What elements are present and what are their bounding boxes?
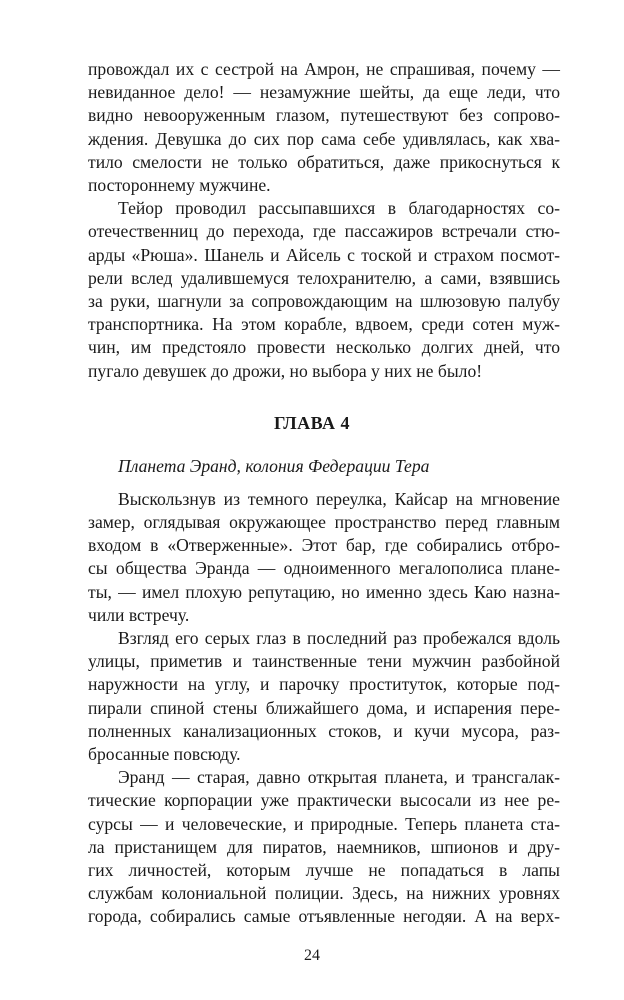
text-line: пирали спиной стены ближайшего дома, и испарения пере- [88, 697, 560, 718]
text-line: провождал их с сестрой на Амрон, не спрашивая, почему — [88, 59, 560, 79]
text-line: арды «Рюша». Шанель и Айсель с тоской и страхом посмот- [88, 244, 560, 265]
text-line: ждения. Девушка до сих пор сама себе удивлялась, как хва- [88, 128, 560, 149]
text-line: за руки, шагнули за сопровождающим на шлюзовую палубу [88, 291, 560, 311]
text-line: видно невооруженным глазом, путешествуют без сопрово- [88, 105, 560, 126]
text-line: Тейор проводил рассыпавшихся в благодарностях со- [118, 198, 560, 219]
text-line: бросанные повсюду. [88, 744, 241, 764]
text-line: полненных канализационных стоков, и кучи мусора, раз- [88, 720, 560, 741]
chapter-title: ГЛАВА 4 [273, 412, 351, 433]
text-line: пугало девушек до дрожи, но выбора у них не было! [88, 360, 483, 381]
text-line: гих личностей, которым лучше не попадаться в лапы [88, 860, 560, 880]
text-line: чили встречу. [88, 604, 190, 625]
chapter-subtitle: Планета Эранд, колония Федерации Тера [118, 455, 430, 476]
text-line: рели вслед удалившемуся телохранителю, а сами, взявшись [88, 267, 560, 288]
text-line: транспортника. На этом корабле, вдвоем, среди сотен муж- [88, 314, 560, 335]
text-line: замер, оглядывая окружающее пространство перед главным [88, 512, 560, 532]
text-line: чин, им предстояло провести несколько долгих дней, что [88, 337, 560, 358]
text-line: Выскользнув из темного переулка, Кайсар на мгновение [118, 488, 560, 509]
text-line: невиданное дело! — незамужние шейты, да еще леди, что [88, 82, 560, 103]
text-line: постороннему мужчине. [88, 175, 271, 195]
text-line: улицы, приметив и таинственные тени мужчин разбойной [88, 651, 560, 672]
text-line: Эранд — старая, давно открытая планета, и трансгалак- [118, 767, 560, 788]
text-line: ты, — имел плохую репутацию, но именно здесь Каю назна- [88, 581, 560, 602]
text-line: Взгляд его серых глаз в последний раз пробежался вдоль [118, 628, 560, 648]
text-line: отечественниц до перехода, где пассажиров встречали стю- [88, 221, 560, 242]
text-line: сурсы — и человеческие, и природные. Теперь планета ста- [88, 813, 560, 834]
text-line: входом в «Отверженные». Этот бар, где собирались отбро- [88, 535, 560, 556]
text-line: тические корпорации уже практически высосали из нее ре- [88, 790, 560, 811]
text-line: ла пристанищем для пиратов, наемников, шпионов и дру- [88, 836, 560, 857]
text-line: тило смелости не только обратиться, даже прикоснуться к [88, 151, 560, 172]
text-line: города, собирались самые отъявленные негодяи. А на верх- [88, 906, 560, 927]
page-number: 24 [304, 946, 320, 964]
text-line: наружности на углу, и парочку проституток, которые под- [88, 674, 560, 695]
text-line: сы общества Эранда — одноименного мегалополиса плане- [88, 558, 560, 579]
text-line: службам колониальной полиции. Здесь, на нижних уровнях [88, 883, 560, 904]
